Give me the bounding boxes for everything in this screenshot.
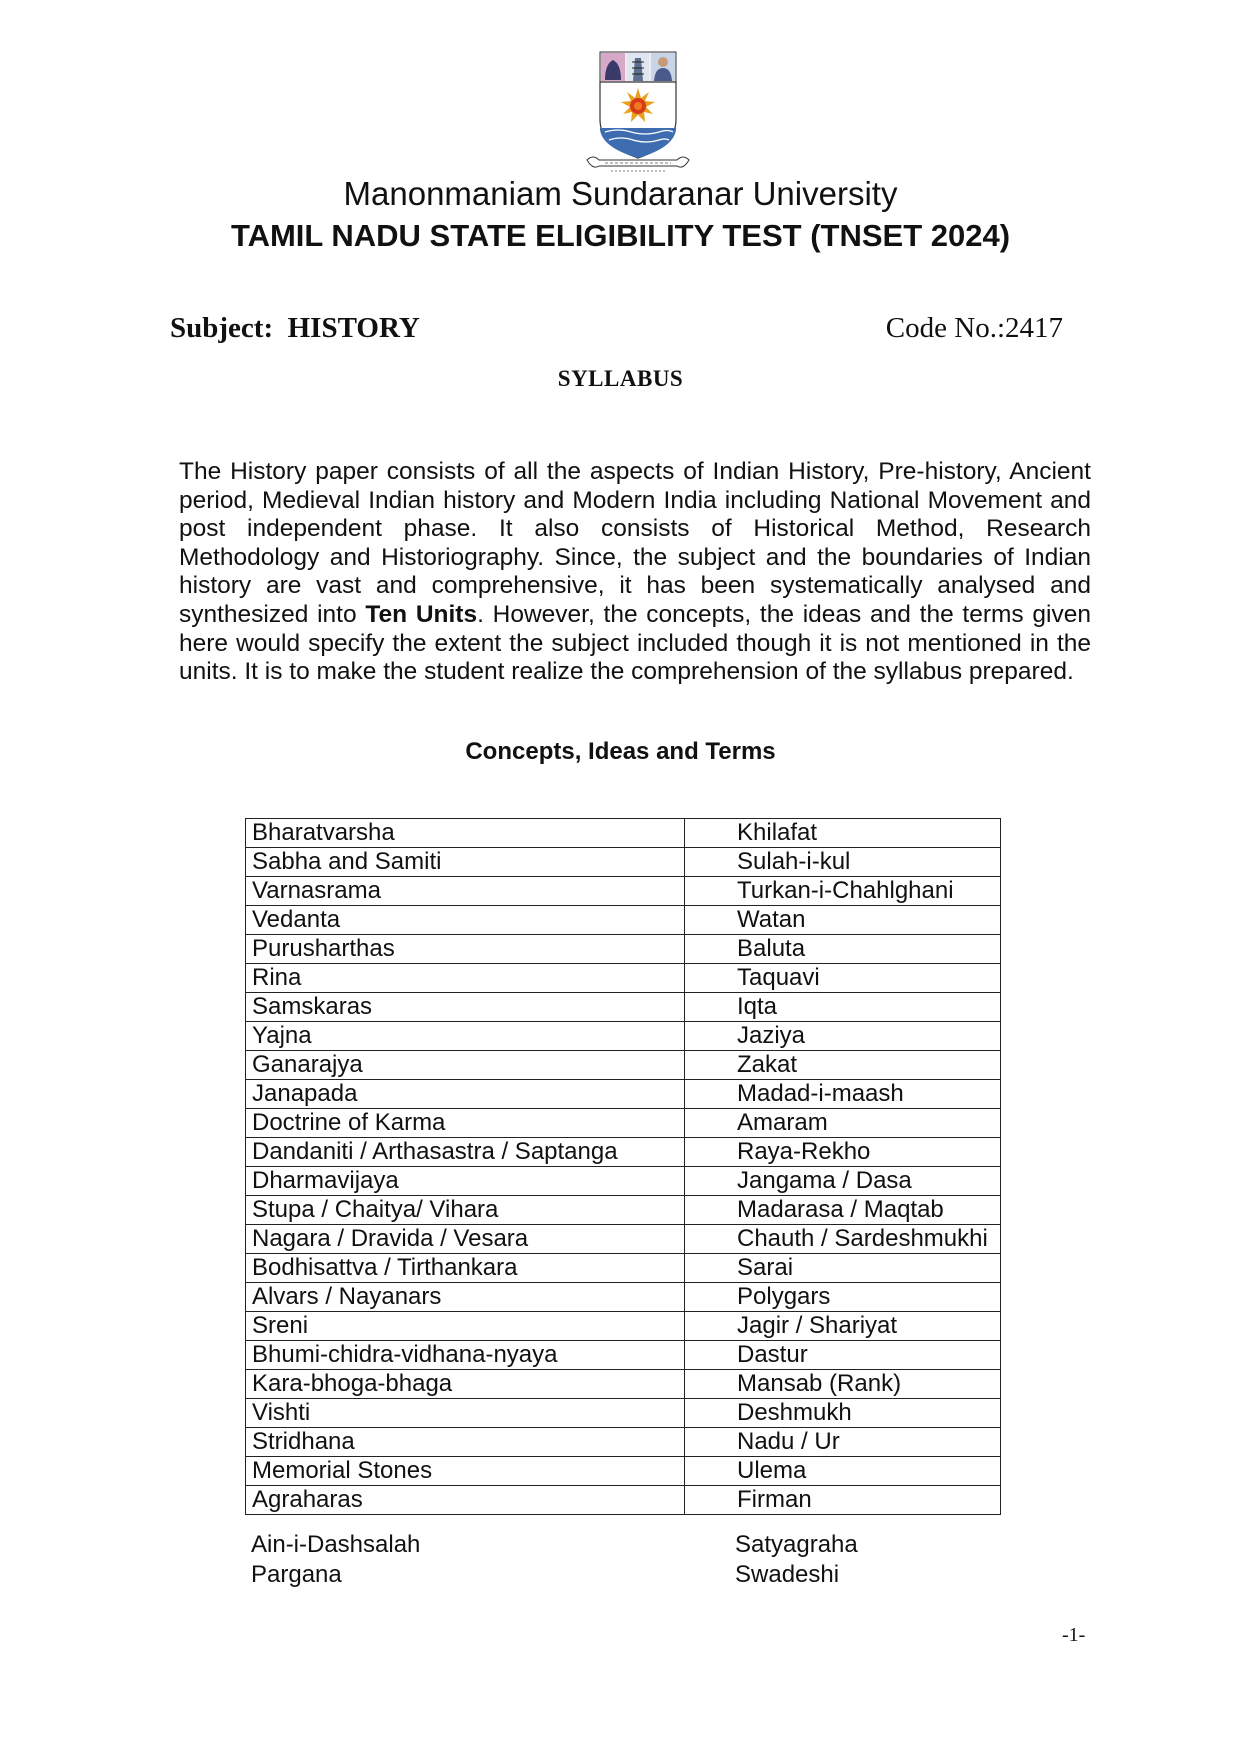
table-row xyxy=(246,1051,1001,1080)
term-left: Doctrine of Karma xyxy=(246,1109,685,1138)
table-row xyxy=(246,877,1001,906)
table-row xyxy=(246,1080,1001,1109)
syllabus-heading: SYLLABUS xyxy=(557,366,684,391)
term-left: Alvars / Nayanars xyxy=(246,1283,685,1312)
intro-text-part1: The History paper consists of all the aspects of Indian History, Pre-history, Ancient period, Medieval Indian history and Modern India including National Movement and post independent phase. It also consists of Historical Method, Research Methodology and Historiography. Since, the subject and the boundaries of Indian history are vast and comprehensive, it has been systematically analysed and synthesized into xyxy=(179,458,1091,628)
table-row xyxy=(246,1428,1001,1457)
term-left: Bodhisattva / Tirthankara xyxy=(246,1254,685,1283)
term-right: Watan xyxy=(685,906,1001,935)
term-right: Madarasa / Maqtab xyxy=(685,1196,1001,1225)
term-left: Vedanta xyxy=(246,906,685,935)
term-right: Jangama / Dasa xyxy=(685,1167,1001,1196)
table-row xyxy=(246,1254,1001,1283)
table-row xyxy=(246,1167,1001,1196)
term-left: Samskaras xyxy=(246,993,685,1022)
term-right: Deshmukh xyxy=(685,1399,1001,1428)
term-right: Khilafat xyxy=(685,819,1001,848)
term-left: Nagara / Dravida / Vesara xyxy=(246,1225,685,1254)
term-right: Jaziya xyxy=(685,1022,1001,1051)
term-right: Taquavi xyxy=(685,964,1001,993)
table-row xyxy=(246,935,1001,964)
table-row xyxy=(246,964,1001,993)
term-right: Raya-Rekho xyxy=(685,1138,1001,1167)
term-right: Swadeshi xyxy=(735,1560,840,1588)
term-left: Ganarajya xyxy=(246,1051,685,1080)
term-right: Mansab (Rank) xyxy=(685,1370,1001,1399)
page-number: -1- xyxy=(1062,1624,1086,1646)
term-left: Stridhana xyxy=(246,1428,685,1457)
term-left: Dandaniti / Arthasastra / Saptanga xyxy=(246,1138,685,1167)
term-left: Janapada xyxy=(246,1080,685,1109)
table-row xyxy=(246,1370,1001,1399)
terms-extra-list xyxy=(245,1530,1001,1589)
term-right: Baluta xyxy=(685,935,1001,964)
table-row xyxy=(246,1109,1001,1138)
term-left: Bharatvarsha xyxy=(246,819,685,848)
term-right: Sarai xyxy=(685,1254,1001,1283)
term-left: Yajna xyxy=(246,1022,685,1051)
term-left: Pargana xyxy=(251,1560,342,1588)
intro-bold-text: Ten Units xyxy=(365,600,478,628)
table-row xyxy=(246,1138,1001,1167)
term-left: Varnasrama xyxy=(246,877,685,906)
table-row xyxy=(246,906,1001,935)
term-right: Firman xyxy=(685,1486,1001,1515)
term-right: Satyagraha xyxy=(735,1531,858,1558)
term-left: Vishti xyxy=(246,1399,685,1428)
table-row xyxy=(246,848,1001,877)
term-right: Madad-i-maash xyxy=(685,1080,1001,1109)
table-row xyxy=(246,1283,1001,1312)
term-right: Nadu / Ur xyxy=(685,1428,1001,1457)
terms-table xyxy=(245,818,1001,1515)
term-right: Jagir / Shariyat xyxy=(685,1312,1001,1341)
university-name: Manonmaniam Sundaranar University xyxy=(343,175,898,212)
exam-title: TAMIL NADU STATE ELIGIBILITY TEST (TNSET 2024) xyxy=(230,218,1011,253)
term-right: Dastur xyxy=(685,1341,1001,1370)
term-right: Polygars xyxy=(685,1283,1001,1312)
term-right: Sulah-i-kul xyxy=(685,848,1001,877)
table-row xyxy=(246,1196,1001,1225)
table-row xyxy=(246,819,1001,848)
term-left: Memorial Stones xyxy=(246,1457,685,1486)
list-item xyxy=(245,1560,1001,1590)
term-left: Sabha and Samiti xyxy=(246,848,685,877)
code-number: Code No.:2417 xyxy=(885,312,1063,344)
term-right: Iqta xyxy=(685,993,1001,1022)
list-item xyxy=(245,1530,1001,1560)
term-left: Bhumi-chidra-vidhana-nyaya xyxy=(246,1341,685,1370)
term-right: Ulema xyxy=(685,1457,1001,1486)
subject-label: Subject: HISTORY xyxy=(170,312,420,344)
concepts-heading: Concepts, Ideas and Terms xyxy=(465,738,776,765)
table-row xyxy=(246,1486,1001,1515)
table-row xyxy=(246,1225,1001,1254)
term-left: Stupa / Chaitya/ Vihara xyxy=(246,1196,685,1225)
term-left: Sreni xyxy=(246,1312,685,1341)
table-row xyxy=(246,1457,1001,1486)
term-left: Kara-bhoga-bhaga xyxy=(246,1370,685,1399)
term-left: Ain-i-Dashsalah xyxy=(251,1531,421,1558)
term-left: Rina xyxy=(246,964,685,993)
table-row xyxy=(246,1312,1001,1341)
table-row xyxy=(246,1341,1001,1370)
table-row xyxy=(246,1399,1001,1428)
term-left: Dharmavijaya xyxy=(246,1167,685,1196)
intro-paragraph xyxy=(179,458,1091,687)
intro-text-part2: . However, the concepts, the ideas and the terms given here would specify the extent the subject included though it is not mentioned in the units. It is to make the student realize the comprehension of the syllabus prepared. xyxy=(179,600,1091,686)
term-right: Chauth / Sardeshmukhi xyxy=(685,1225,1001,1254)
term-right: Amaram xyxy=(685,1109,1001,1138)
term-left: Purusharthas xyxy=(246,935,685,964)
term-left: Agraharas xyxy=(246,1486,685,1515)
term-right: Turkan-i-Chahlghani xyxy=(685,877,1001,906)
table-row xyxy=(246,1022,1001,1051)
table-row xyxy=(246,993,1001,1022)
term-right: Zakat xyxy=(685,1051,1001,1080)
university-emblem xyxy=(583,50,693,175)
